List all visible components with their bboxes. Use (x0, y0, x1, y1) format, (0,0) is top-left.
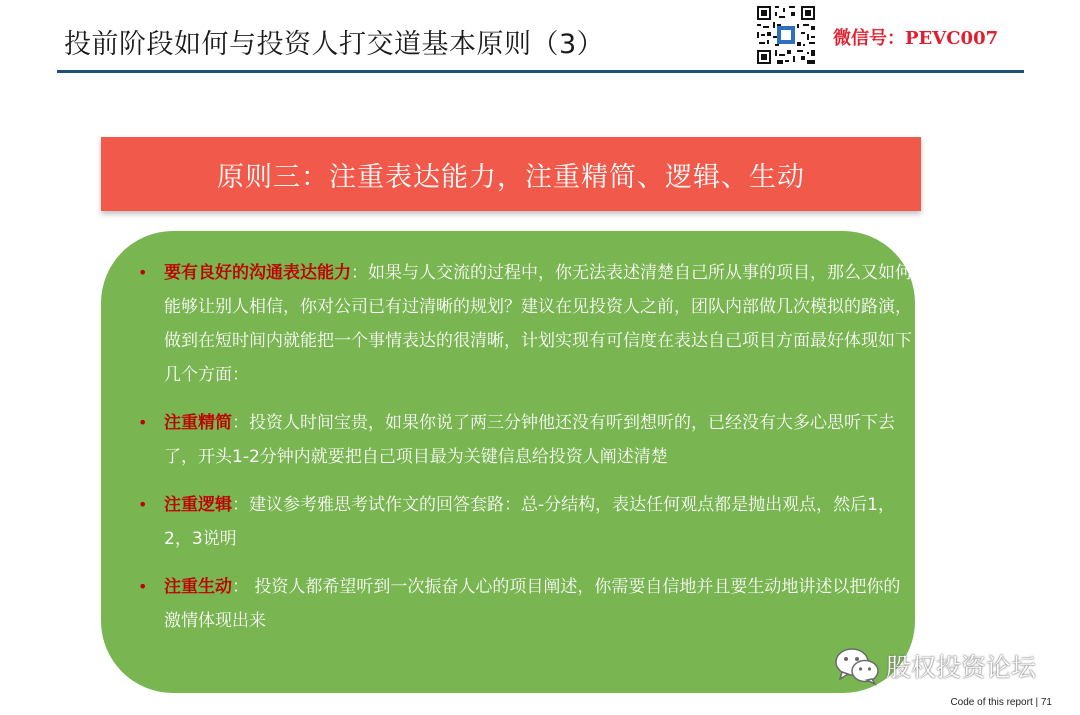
point-lead: 注重精简 (164, 413, 232, 433)
watermark (834, 646, 1036, 686)
point-body: ：如果与人交流的过程中，你无法表述清楚自己所从事的项目，那么又如何能够让别人相信，你对公司已有过清晰的规划？建议在见投资人之前，团队内部做几次模拟的路演，做到在短时间内就能把一个事情表达的很清晰，计划实现有可信度在表达自己项目方面最好体现如下几个方面： (164, 263, 912, 385)
point-lead: 要有良好的沟通表达能力 (164, 263, 351, 283)
wechat-id-label: 微信号：PEVC007 (833, 28, 999, 49)
bullet-icon: • (138, 495, 148, 514)
qr-code-icon (757, 6, 815, 64)
watermark-text: 股权投资论坛 (886, 653, 1037, 682)
point-body: ：投资人时间宝贵，如果你说了两三分钟他还没有听到想听的，已经没有大多心思听下去了，开头1-2分钟内就要把自己项目最为关键信息给投资人阐述清楚 (164, 413, 895, 467)
point-lead: 注重逻辑 (164, 495, 232, 515)
point-item-logic (138, 488, 914, 556)
bullet-icon: • (138, 577, 148, 596)
title-divider (57, 70, 1024, 73)
principle-points-list (138, 256, 914, 652)
point-item-vivid (138, 570, 914, 638)
principle-banner (101, 137, 921, 211)
point-body: ：建议参考雅思考试作文的回答套路：总-分结构，表达任何观点都是抛出观点，然后1，2，3说明 (164, 495, 895, 549)
bullet-icon: • (138, 263, 148, 282)
wechat-icon (834, 646, 880, 686)
bullet-icon: • (138, 413, 148, 432)
point-item-communication (138, 256, 914, 392)
footer-report-code: Code of this report | 71 (950, 697, 1052, 708)
point-body: ： 投资人都希望听到一次振奋人心的项目阐述，你需要自信地并且要生动地讲述以把你的激情体现出来 (164, 577, 901, 631)
point-item-concise (138, 406, 914, 474)
point-lead: 注重生动 (164, 577, 232, 597)
banner-text: 原则三：注重表达能力，注重精简、逻辑、生动 (217, 161, 805, 193)
page-title: 投前阶段如何与投资人打交道基本原则（3） (64, 29, 605, 60)
